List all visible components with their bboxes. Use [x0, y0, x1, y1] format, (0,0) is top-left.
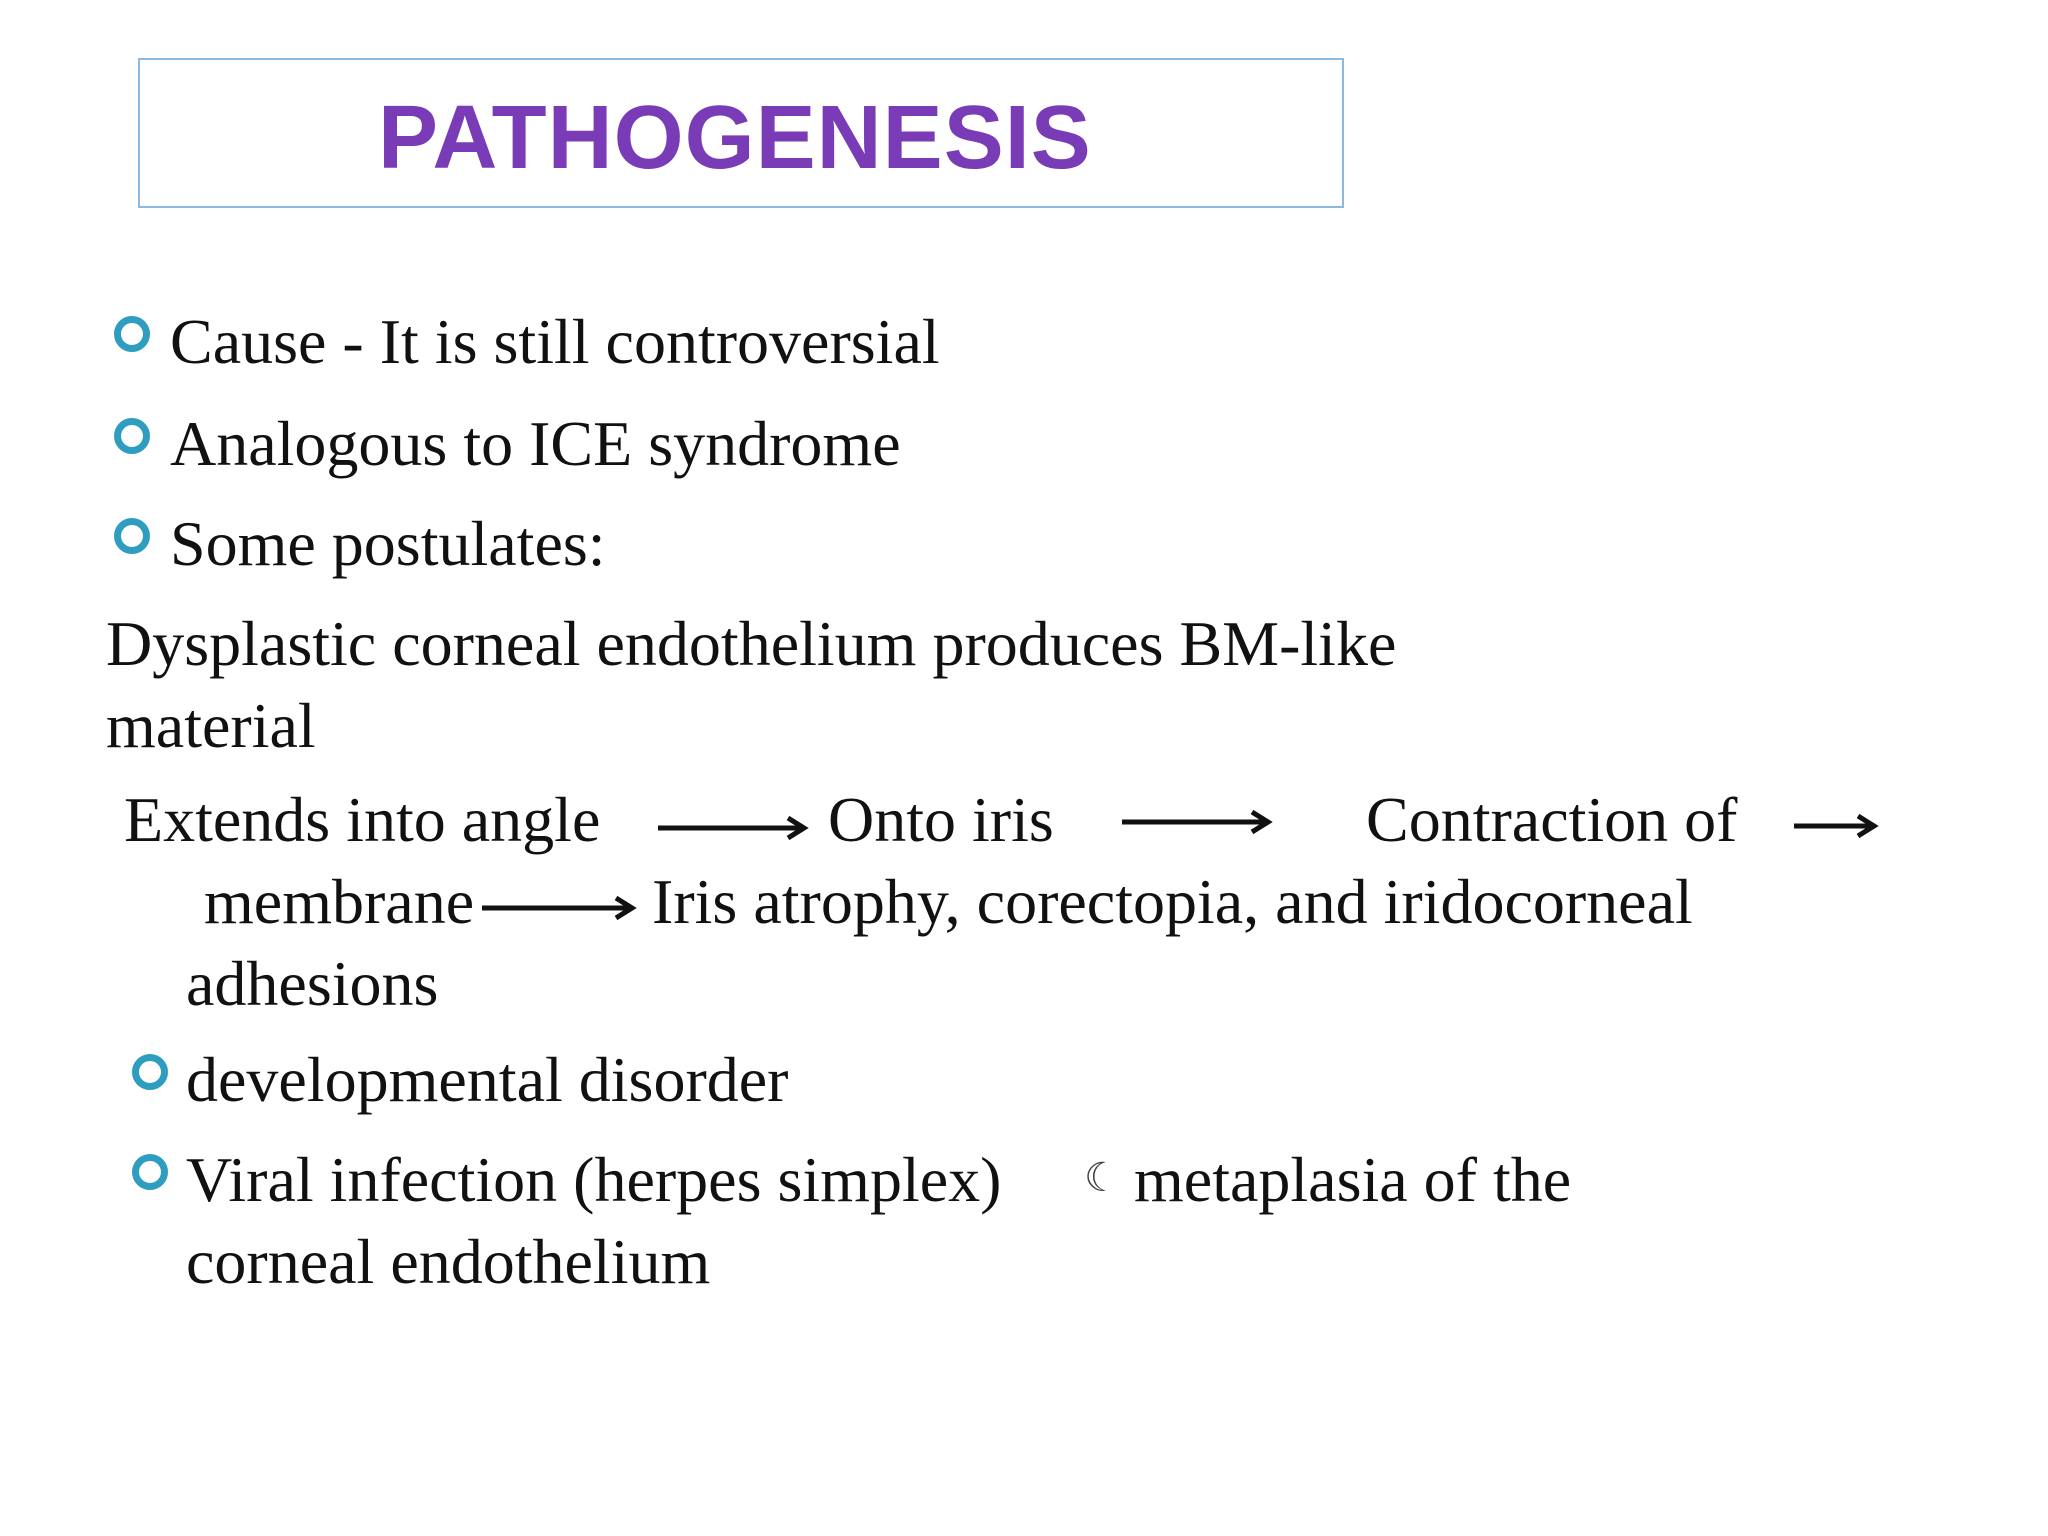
flow-step-extends: Extends into angle [124, 784, 601, 855]
bullet-text-cause: Cause - It is still controversial [170, 306, 940, 377]
arrow-right-icon [656, 815, 812, 841]
slide-title: PATHOGENESIS [378, 88, 1092, 188]
bullet-icon [114, 316, 150, 352]
bullet-text-metaplasia: metaplasia of the [1134, 1144, 1572, 1215]
flow-step-onto-iris: Onto iris [828, 784, 1054, 855]
flow-step-iris-atrophy: Iris atrophy, corectopia, and iridocorneal [652, 866, 1693, 937]
bullet-icon [132, 1054, 168, 1090]
flow-step-contraction: Contraction of [1366, 784, 1738, 855]
moon-symbol-icon: ☾ [1084, 1155, 1120, 1200]
bullet-icon [114, 418, 150, 454]
arrow-right-icon [1120, 809, 1276, 835]
bullet-text-postulates: Some postulates: [170, 508, 606, 579]
bullet-text-analogous: Analogous to ICE syndrome [170, 408, 901, 479]
bullet-icon [132, 1154, 168, 1190]
title-box [138, 58, 1344, 208]
arrow-right-icon [1792, 813, 1882, 839]
paragraph-line-2: material [106, 690, 316, 761]
paragraph-line-1: Dysplastic corneal endothelium produces BM-like [106, 608, 1397, 679]
bullet-text-corneal: corneal endothelium [186, 1226, 711, 1297]
flow-step-membrane: membrane [204, 866, 475, 937]
arrow-right-icon [480, 895, 640, 921]
flow-step-adhesions: adhesions [186, 948, 439, 1019]
bullet-icon [114, 518, 150, 554]
bullet-text-developmental: developmental disorder [186, 1044, 789, 1115]
bullet-text-viral: Viral infection (herpes simplex) [186, 1144, 1002, 1215]
